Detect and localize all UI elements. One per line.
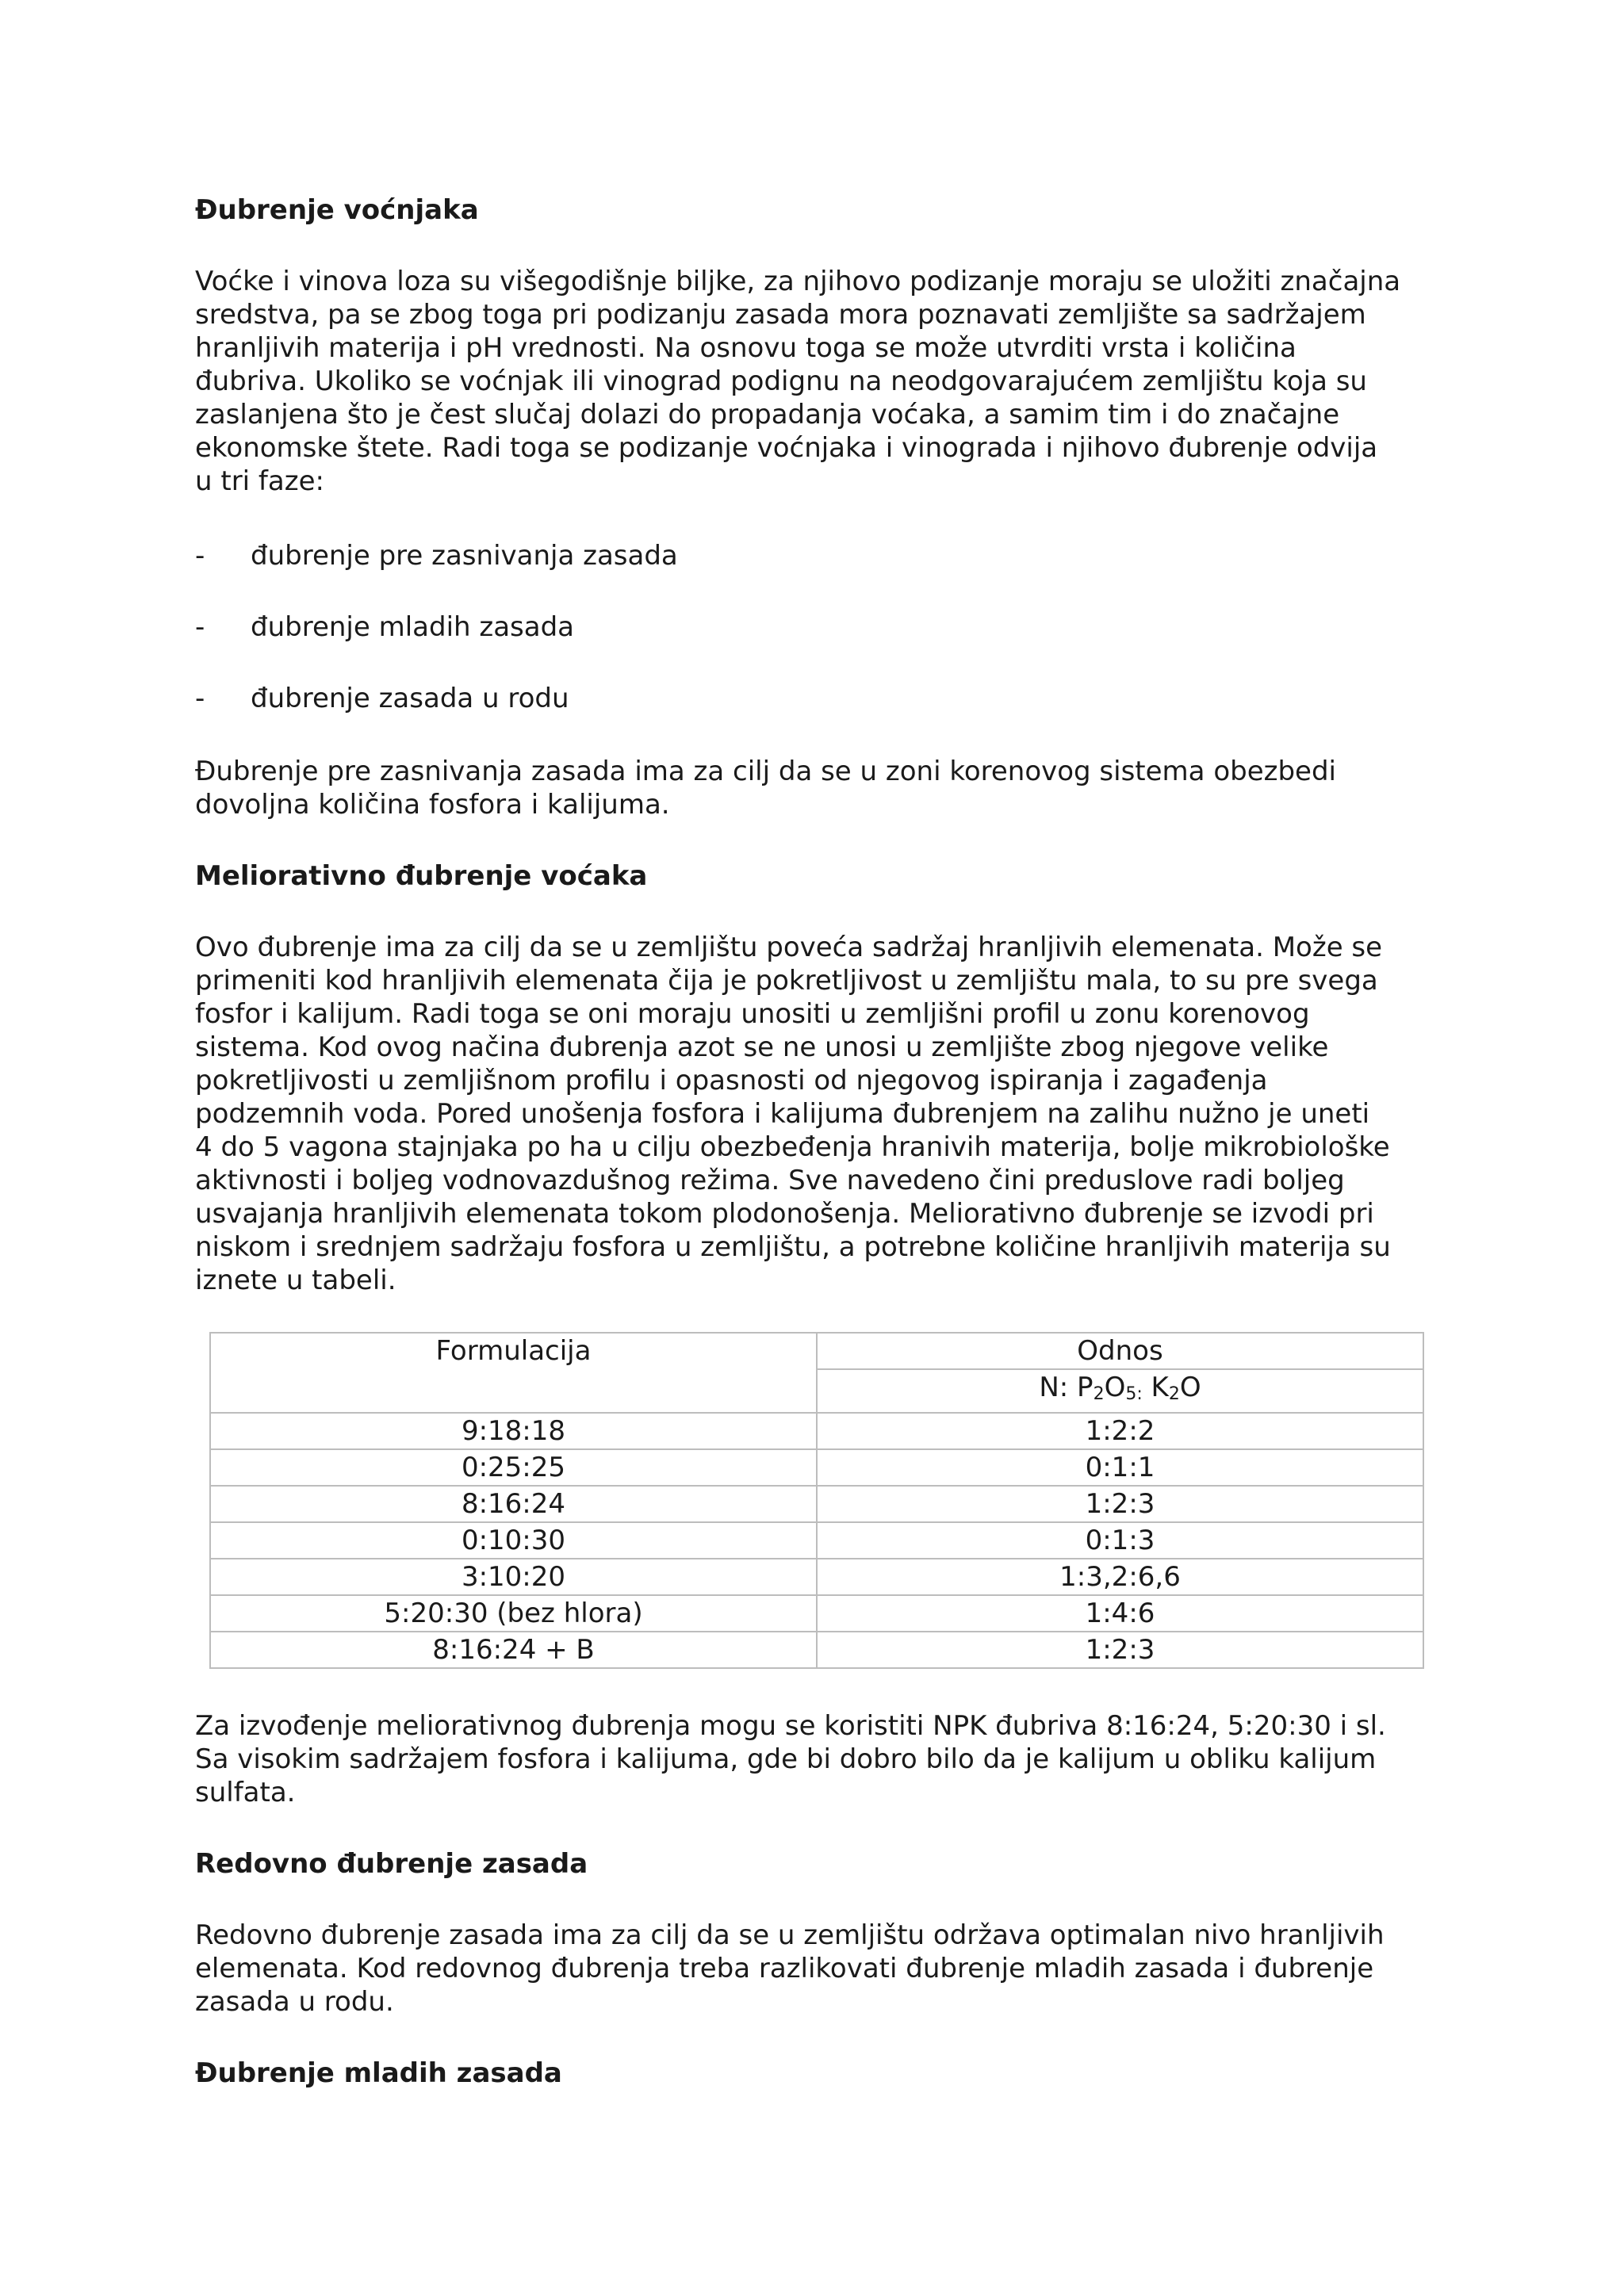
cell-formulacija: 0:25:25 [210,1449,817,1486]
text-line: elemenata. Kod redovnog đubrenja treba razlikovati đubrenje mladih zasada i đubrenje [195,1953,1374,1984]
text-line: ekonomske štete. Radi toga se podizanje voćnjaka i vinograda i njihovo đubrenje odvija [195,432,1378,464]
table-row [210,1595,1423,1632]
header-odnos: Odnos [817,1333,1423,1369]
formula-part: O [1179,1372,1201,1403]
list-item-text: đubrenje pre zasnivanja zasada [251,540,678,572]
table-row [210,1486,1423,1522]
fertilizer-table [209,1332,1424,1669]
cell-odnos: 1:2:3 [817,1632,1423,1668]
list-dash: - [195,540,205,572]
formula-part: K [1142,1372,1169,1403]
text-line: sredstva, pa se zbog toga pri podizanju zasada mora poznavati zemljište sa sadržajem [195,299,1366,331]
text-line: zasada u rodu. [195,1986,394,2018]
cell-formulacija: 0:10:30 [210,1522,817,1559]
table-row [210,1559,1423,1595]
cell-formulacija: 9:18:18 [210,1413,817,1449]
text-line: fosfor i kalijum. Radi toga se oni moraju unositi u zemljišni profil u zonu korenovog [195,998,1310,1030]
formula-part: O [1104,1372,1126,1403]
table-row [210,1632,1423,1668]
list-item-text: đubrenje mladih zasada [251,611,575,643]
cell-odnos: 1:2:2 [817,1413,1423,1449]
text-line: Đubrenje pre zasnivanja zasada ima za cilj da se u zoni korenovog sistema obezbedi [195,756,1336,787]
text-line: Voćke i vinova loza su višegodišnje biljke, za njihovo podizanje moraju se uložiti značajna [195,266,1401,297]
formula-sub: 5: [1125,1384,1143,1404]
text-line: Za izvođenje meliorativnog đubrenja mogu se koristiti NPK đubriva 8:16:24, 5:20:30 i sl. [195,1710,1386,1742]
text-line: hranljivih materija i pH vrednosti. Na osnovu toga se može utvrditi vrsta i količina [195,332,1297,364]
text-line: sistema. Kod ovog načina đubrenja azot se ne unosi u zemljište zbog njegove velike [195,1031,1329,1063]
list-dash: - [195,683,205,714]
formula-part: N: P [1039,1372,1094,1403]
text-line: Ovo đubrenje ima za cilj da se u zemljištu poveća sadržaj hranljivih elemenata. Može se [195,932,1383,963]
text-line: niskom i srednjem sadržaju fosfora u zemljištu, a potrebne količine hranljivih materija su [195,1231,1391,1263]
text-line: aktivnosti i boljeg vodnovazdušnog režima. Sve navedeno čini preduslove radi boljeg [195,1165,1345,1196]
heading-mladih-zasada: Đubrenje mladih zasada [195,2057,562,2089]
text-line: podzemnih voda. Pored unošenja fosfora i kalijuma đubrenjem na zalihu nužno je uneti [195,1098,1370,1130]
heading-redovno: Redovno đubrenje zasada [195,1848,588,1880]
text-line: primeniti kod hranljivih elemenata čija je pokretljivost u zemljištu mala, to su pre svega [195,965,1378,997]
cell-formulacija: 8:16:24 + B [210,1632,817,1668]
text-line: Sa visokim sadržajem fosfora i kalijuma, gde bi dobro bilo da je kalijum u obliku kalijum [195,1743,1377,1775]
cell-formulacija: 3:10:20 [210,1559,817,1595]
cell-formulacija: 5:20:30 (bez hlora) [210,1595,817,1632]
table-header-row [210,1333,1423,1369]
text-line: zaslanjena što je čest slučaj dolazi do propadanja voćaka, a samim tim i do značajne [195,399,1340,430]
list-dash: - [195,611,205,643]
table-row [210,1413,1423,1449]
text-line: usvajanja hranljivih elemenata tokom plodonošenja. Meliorativno đubrenje se izvodi pri [195,1198,1374,1230]
table-row [210,1449,1423,1486]
text-line: u tri faze: [195,465,324,497]
header-odnos-formula [817,1369,1423,1413]
text-line: Redovno đubrenje zasada ima za cilj da se u zemljištu održava optimalan nivo hranljivih [195,1919,1385,1951]
cell-odnos: 1:3,2:6,6 [817,1559,1423,1595]
paragraph-npk [195,1709,1386,1809]
table-row [210,1522,1423,1559]
text-line: 4 do 5 vagona stajnjaka po ha u cilju obezbeđenja hranivih materija, bolje mikrobiološke [195,1131,1390,1163]
heading-dubrenje-vocnjaka: Đubrenje voćnjaka [195,194,479,226]
paragraph-pre-zasnivanja [195,755,1336,821]
list-item-text: đubrenje zasada u rodu [251,683,569,714]
cell-odnos: 0:1:3 [817,1522,1423,1559]
text-line: sulfata. [195,1777,296,1808]
cell-formulacija: 8:16:24 [210,1486,817,1522]
cell-odnos: 1:2:3 [817,1486,1423,1522]
text-line: đubriva. Ukoliko se voćnjak ili vinograd podignu na neodgovarajućem zemljištu koja su [195,365,1367,397]
text-line: iznete u tabeli. [195,1265,396,1296]
paragraph-redovno [195,1919,1385,2019]
formula-sub: 2 [1093,1384,1105,1404]
heading-meliorativno: Meliorativno đubrenje voćaka [195,860,648,892]
paragraph-meliorativno [195,931,1391,1297]
cell-odnos: 0:1:1 [817,1449,1423,1486]
text-line: dovoljna količina fosfora i kalijuma. [195,789,670,821]
text-line: pokretljivosti u zemljišnom profilu i opasnosti od njegovog ispiranja i zagađenja [195,1065,1268,1096]
formula-sub: 2 [1168,1384,1180,1404]
paragraph-intro [195,265,1400,498]
cell-odnos: 1:4:6 [817,1595,1423,1632]
header-formulacija: Formulacija [210,1333,817,1413]
